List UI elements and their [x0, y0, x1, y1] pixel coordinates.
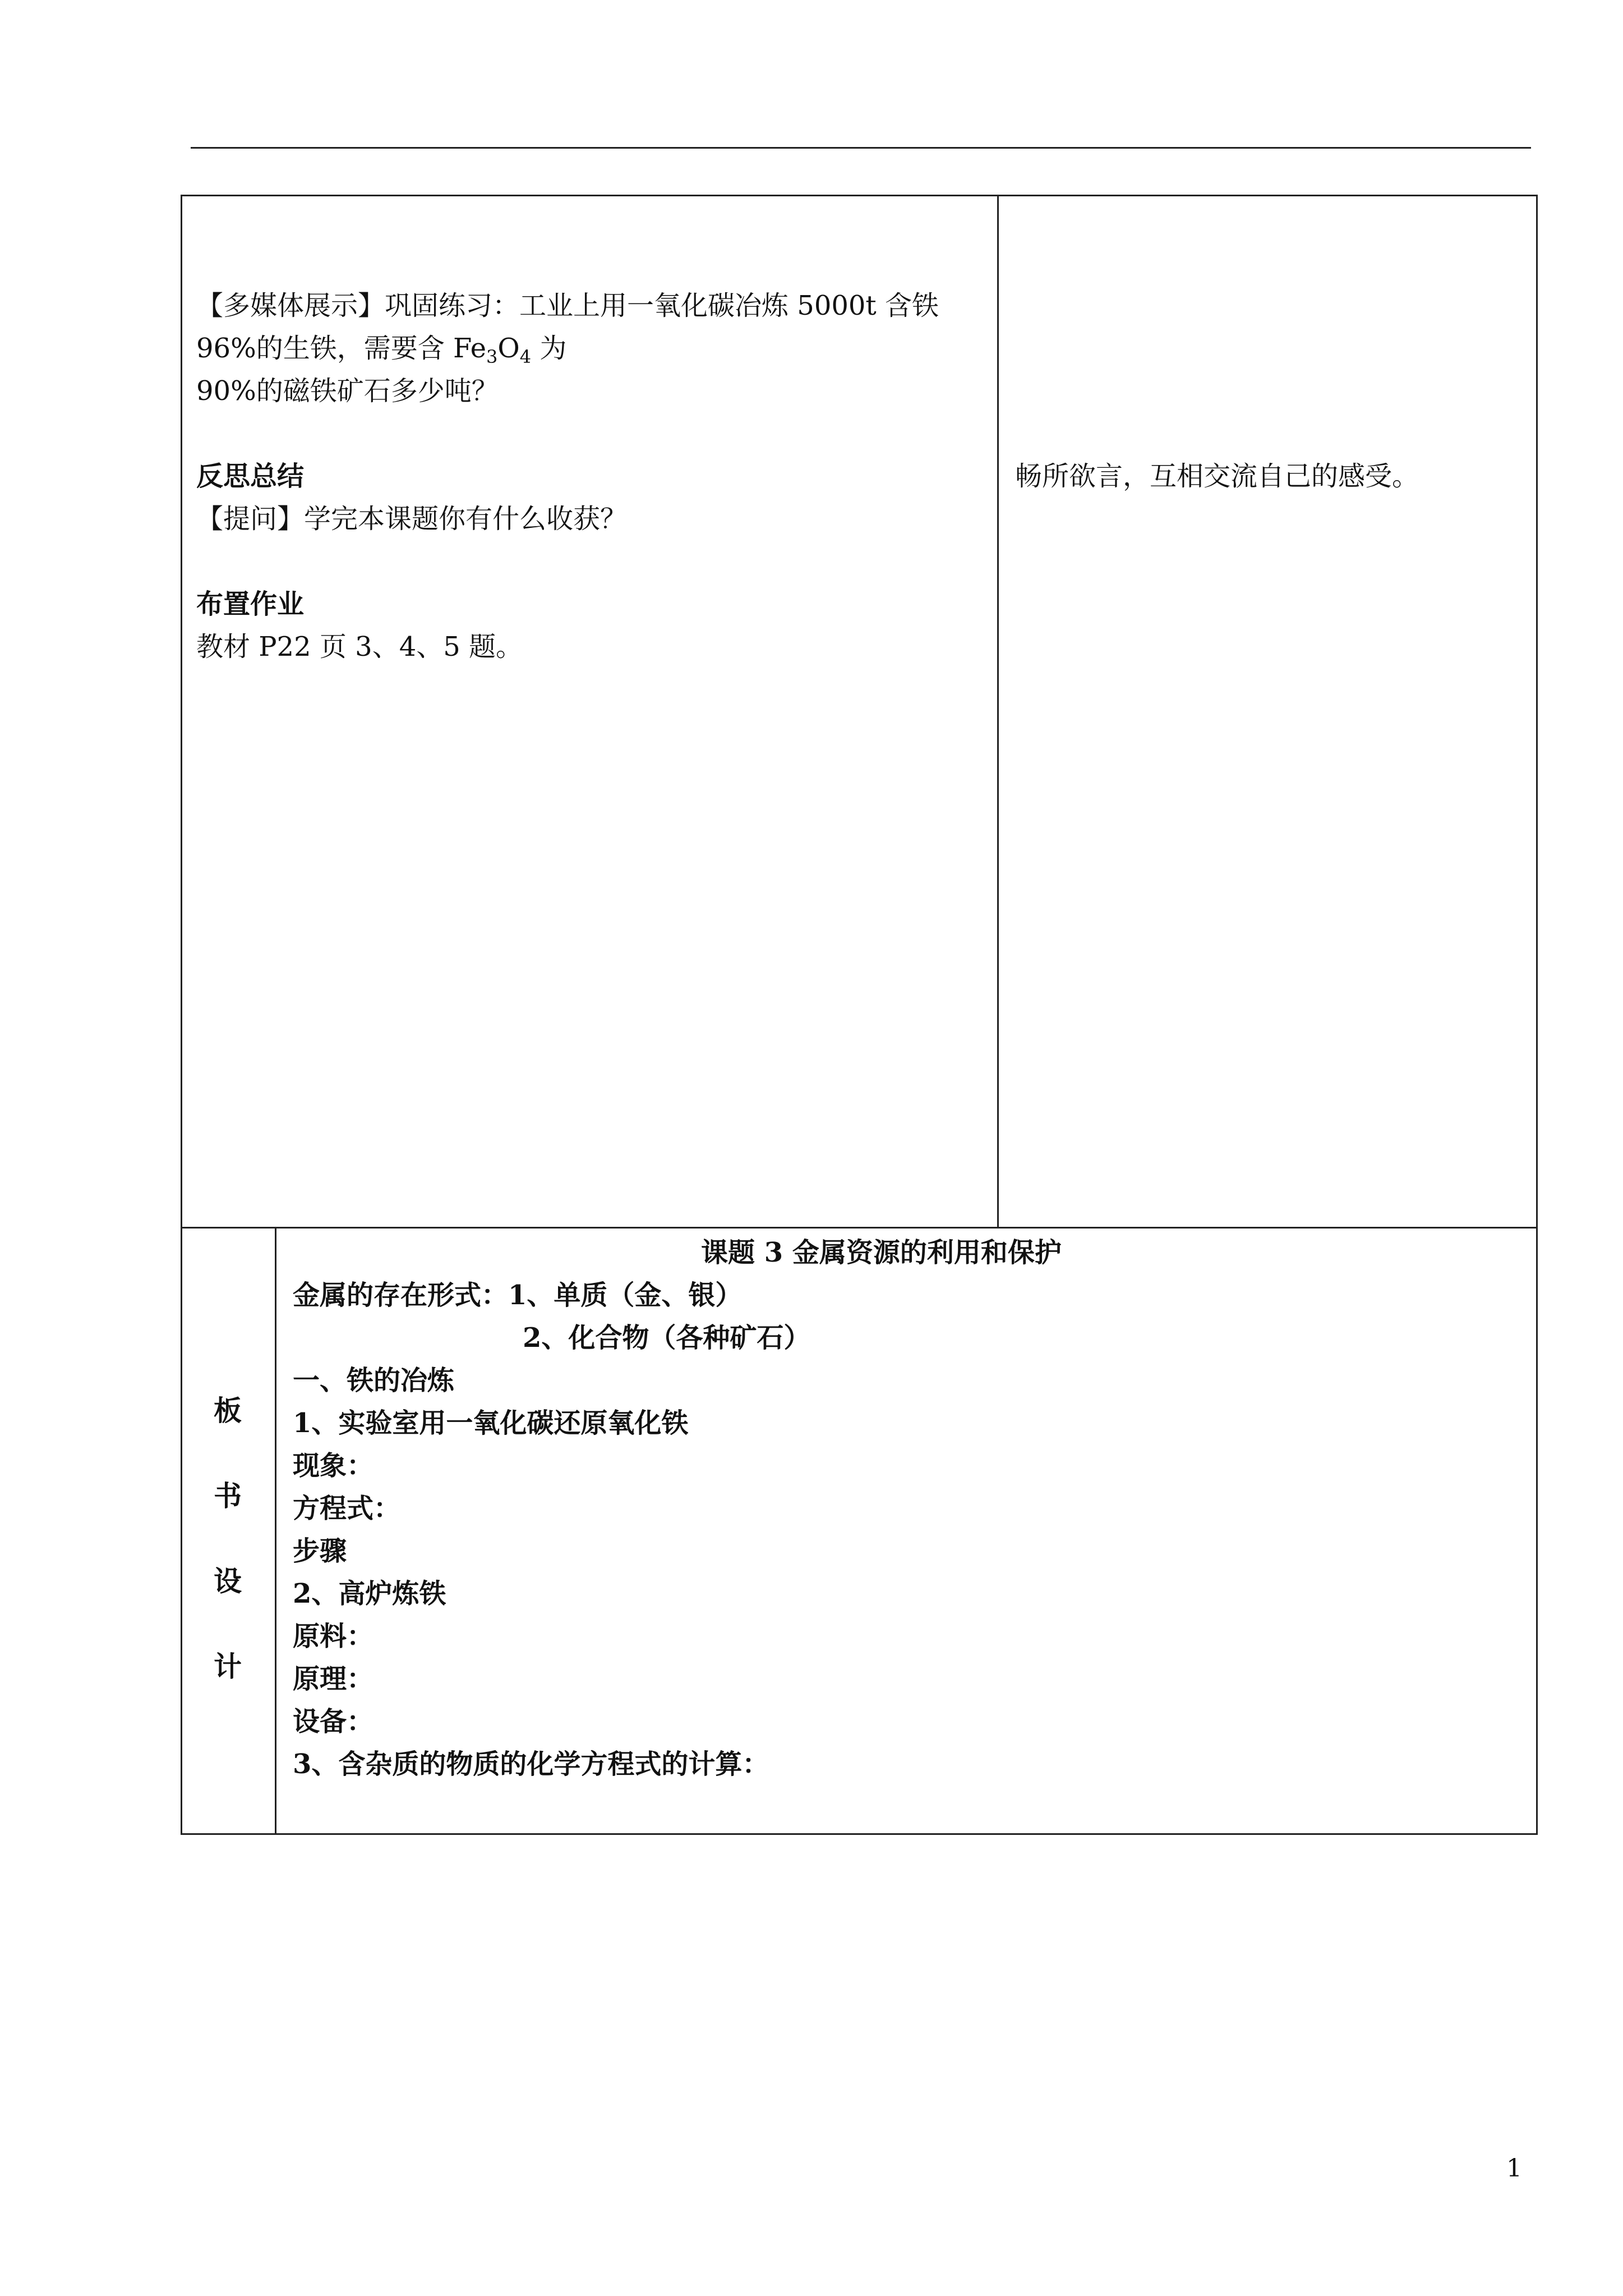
table-border-right	[1536, 195, 1538, 1835]
exercise-line-1	[196, 284, 939, 327]
board-line: 方程式：	[293, 1493, 401, 1524]
reflection-question: 【提问】学完本课题你有什么收获？	[196, 503, 628, 535]
exercise-line-3: 90%的磁铁矿石多少吨？	[196, 375, 499, 407]
board-line: 1、实验室用一氧化碳还原氧化铁	[293, 1407, 689, 1439]
board-line: 设备：	[293, 1706, 374, 1737]
board-label-char-4: 计	[214, 1650, 242, 1683]
board-line: 步骤	[293, 1535, 347, 1567]
board-line: 原理：	[293, 1663, 374, 1695]
board-line: 一、铁的冶炼	[293, 1365, 455, 1396]
table-border-left	[181, 195, 182, 1835]
exercise-line-2: 96%的生铁，需要含 $Fe_3O_4$ 为	[196, 333, 567, 367]
reflection-heading: 反思总结	[196, 461, 305, 492]
table-border-top	[181, 195, 1538, 196]
board-line: 2、高炉炼铁	[293, 1578, 446, 1609]
board-label-char-1: 板	[214, 1394, 242, 1427]
homework-heading: 布置作业	[196, 588, 305, 620]
board-line: 2、化合物（各种矿石）	[523, 1322, 811, 1354]
board-line: 现象：	[293, 1450, 374, 1481]
student-activity: 畅所欲言，互相交流自己的感受。	[1015, 461, 1419, 492]
board-title: 课题 3 金属资源的利用和保护	[701, 1237, 1062, 1268]
lesson-table	[181, 195, 1538, 1835]
board-line: 3、含杂质的物质的化学方程式的计算：	[293, 1749, 769, 1780]
board-line: 原料：	[293, 1621, 374, 1652]
table-border-bottom	[181, 1833, 1538, 1835]
multimedia-tag: 【多媒体展示】	[196, 290, 385, 321]
header-rule	[191, 147, 1531, 149]
homework-text: 教材 P22 页 3、4、5 题。	[196, 631, 523, 662]
page-number: 1	[1506, 2154, 1522, 2183]
table-row-divider	[181, 1227, 1538, 1228]
table-col-divider-top	[997, 195, 999, 1228]
board-label-char-3: 设	[214, 1565, 242, 1598]
board-label-char-2: 书	[214, 1479, 242, 1512]
table-col-divider-bottom	[275, 1227, 276, 1835]
board-line: 金属的存在形式：1、单质（金、银）	[293, 1280, 743, 1311]
exercise-text: 巩固练习：工业上用一氧化碳冶炼 5000t 含铁	[385, 290, 939, 321]
